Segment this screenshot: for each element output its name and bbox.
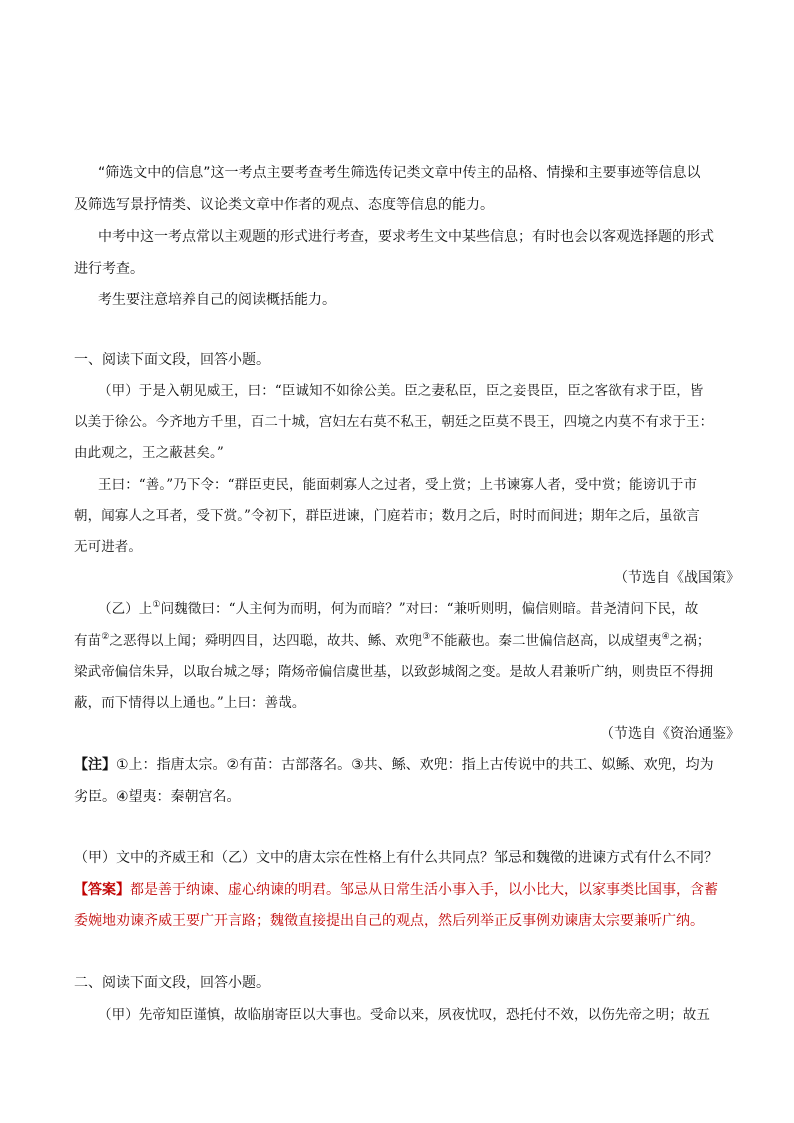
passage-yi-line-2-b: 之恶得以上闻；舜明四目，达四聪，故共、鲧、欢兜 bbox=[109, 633, 423, 649]
note-line-2: 劣臣。④望夷：秦朝宫名。 bbox=[74, 789, 241, 805]
footnote-marker-2: ② bbox=[101, 631, 110, 642]
passage-jia-line-1: （甲）于是入朝见威王，曰：“臣诚知不如徐公美。臣之妻私臣，臣之妾畏臣，臣之客欲有求于臣，皆 bbox=[98, 383, 704, 399]
note-text-1: ①上：指唐太宗。②有苗：古部落名。③共、鲧、欢兜：指上古传说中的共工、姒鲧、欢兜，均为 bbox=[116, 757, 714, 773]
intro-paragraph-2-line-2: 进行考查。 bbox=[74, 261, 144, 277]
note-label: 【注】 bbox=[74, 757, 116, 773]
intro-paragraph-3: 考生要注意培养自己的阅读概括能力。 bbox=[98, 292, 336, 308]
intro-paragraph-1-line-2: 及筛选写景抒情类、议论类文章中作者的观点、态度等信息的能力。 bbox=[74, 197, 494, 213]
note-line-1 bbox=[74, 755, 714, 775]
passage-yi-line-1-b: 问魏徵曰：“人主何为而明，何为而暗？”对曰：“兼听则明，偏信则暗。昔尧清问下民，故 bbox=[160, 601, 699, 617]
passage-yi-line-2-c: 不能蔽也。秦二世偏信赵高，以成望夷 bbox=[430, 633, 662, 649]
passage-yi-line-1-a: （乙）上 bbox=[98, 601, 153, 617]
passage-yi-line-2 bbox=[74, 631, 711, 651]
answer-line-1 bbox=[74, 880, 718, 900]
intro-paragraph-1-line-1: “筛选文中的信息”这一考点主要考查考生筛选传记类文章中传主的品格、情操和主要事迹等信息以 bbox=[98, 165, 701, 181]
passage-jia-line-4: 王曰：“善。”乃下令：“群臣吏民，能面刺寡人之过者，受上赏；上书谏寡人者，受中赏；能谤讥于市 bbox=[98, 477, 698, 493]
passage-jia-line-6: 无可进者。 bbox=[74, 539, 142, 555]
section-1-heading: 一、阅读下面文段，回答小题。 bbox=[74, 352, 270, 368]
intro-paragraph-2-line-1: 中考中这一考点常以主观题的形式进行考查，要求考生文中某些信息；有时也会以客观选择题的形式 bbox=[98, 229, 714, 245]
question-1: （甲）文中的齐威王和（乙）文中的唐太宗在性格上有什么共同点？邹忌和魏徵的进谏方式有什么不同？ bbox=[74, 850, 718, 866]
passage-jia-line-5: 朝，闻寡人之耳者，受下赏。”令初下，群臣进谏，门庭若市；数月之后，时时而间进；期年之后，虽欲言 bbox=[74, 508, 700, 524]
answer-text-1: 都是善于纳谏、虚心纳谏的明君。邹忌从日常生活小事入手，以小比大，以家事类比国事，含蓄 bbox=[130, 882, 718, 898]
section-2-passage-jia-line-1: （甲）先帝知臣谨慎，故临崩寄臣以大事也。受命以来，夙夜忧叹，恐托付不效，以伤先帝之明；故五 bbox=[98, 1007, 710, 1023]
passage-yi-line-4: 蔽，而下情得以上通也。”上曰：善哉。 bbox=[74, 695, 306, 711]
passage-yi-line-1 bbox=[98, 599, 698, 619]
answer-line-2: 委婉地劝谏齐威王要广开言路；魏徵直接提出自己的观点，然后列举正反事例劝谏唐太宗要兼听广纳。 bbox=[74, 913, 704, 929]
section-2-heading: 二、阅读下面文段，回答小题。 bbox=[74, 975, 270, 991]
passage-yi-line-2-d: 之祸； bbox=[669, 633, 711, 649]
footnote-marker-3: ③ bbox=[422, 631, 431, 642]
footnote-marker-1: ① bbox=[152, 599, 161, 610]
answer-label: 【答案】 bbox=[74, 882, 130, 898]
passage-yi-source: （节选自《资治通鉴》 bbox=[600, 726, 740, 742]
footnote-marker-4: ④ bbox=[661, 631, 670, 642]
passage-yi-line-2-a: 有苗 bbox=[74, 633, 102, 649]
passage-jia-line-2: 以美于徐公。今齐地方千里，百二十城，宫妇左右莫不私王，朝廷之臣莫不畏王，四境之内莫不有求于王： bbox=[74, 414, 714, 430]
passage-jia-source: （节选自《战国策》 bbox=[614, 570, 740, 586]
passage-jia-line-3: 由此观之，王之蔽甚矣。” bbox=[74, 445, 224, 461]
passage-yi-line-3: 梁武帝偏信朱异，以取台城之辱；隋炀帝偏信虞世基，以致彭城阁之变。是故人君兼听广纳，则贵臣不得拥 bbox=[74, 664, 714, 680]
